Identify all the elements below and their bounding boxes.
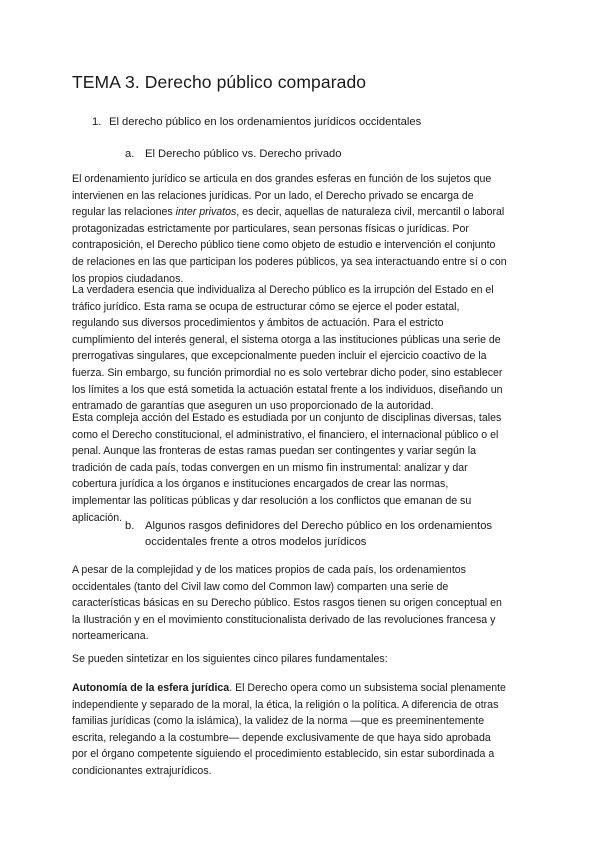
text-line: la Ilustración y en el movimiento constitucionalista derivado de las revoluciones francesa y (72, 613, 496, 626)
text-line: cobertura jurídica a los órganos e instituciones encargados de crear las normas, (72, 478, 449, 491)
text-line: características básicas en su Derecho público. Estos rasgos tienen su origen conceptual en (72, 597, 502, 610)
page-title: TEMA 3. Derecho público comparado (72, 72, 367, 92)
text-line: tráfico jurídico. Esta rama se ocupa de estructurar cómo se ejerce el poder estatal, (72, 300, 460, 313)
text-line: occidentales (tanto del Civil law como del Common law) comparten una serie de (72, 580, 449, 593)
text-line: Esta compleja acción del Estado es estudiada por un conjunto de disciplinas diversas, tales (72, 412, 502, 424)
text-line: familias jurídicas (como la islámica), la validez de la norma —que es preeminentemente (72, 715, 485, 728)
paragraph-4 (72, 562, 532, 645)
paragraph-2 (72, 282, 532, 415)
text-line: aplicación. (72, 511, 123, 524)
text-line: tradición de cada país, todas convergen en un mismo fin instrumental: analizar y dar (72, 461, 468, 474)
paragraph-1 (72, 171, 532, 287)
text-line: Se pueden sintetizar en los siguientes cinco pilares fundamentales: (72, 653, 388, 665)
text-line (72, 680, 532, 697)
latin-term: inter privatos (175, 206, 237, 219)
text-line: los propios ciudadanos. (72, 272, 184, 285)
section-number: 1. (92, 116, 102, 128)
text-line: protagonizadas estrictamente por particulares, sean personas físicas o jurídicas. Por (72, 222, 469, 235)
text-line: prerrogativas singulares, que excepcionalmente pueden incluir el ejercicio coactivo de la (72, 350, 487, 363)
text-line: los límites a los que está sometida la actuación estatal frente a los individuos, diseñando un (72, 383, 503, 396)
subsection-heading-a (125, 146, 525, 162)
subsection-label: El Derecho público vs. Derecho privado (145, 148, 342, 160)
text-line: El ordenamiento jurídico se articula en dos grandes esferas en función de los sujetos que (72, 173, 492, 185)
text-line: condicionantes extrajurídicos. (72, 764, 212, 777)
text-line: occidentales frente a otros modelos jurídicos (145, 536, 367, 548)
paragraph-5 (72, 651, 532, 668)
text-span: regular las relaciones (72, 206, 176, 219)
subsection-heading-b (125, 518, 525, 550)
paragraph-6 (72, 680, 532, 780)
text-line: La verdadera esencia que individualiza al Derecho público es la irrupción del Estado en el (72, 284, 494, 296)
section-label: El derecho público en los ordenamientos jurídicos occidentales (109, 116, 422, 128)
text-line: independiente y separado de la moral, la ética, la religión o la política. A diferencia de otras (72, 698, 499, 711)
subsection-letter: a. (125, 148, 135, 160)
text-line: regulando sus diversos procedimientos y ámbitos de actuación. Para el estricto (72, 317, 444, 330)
text-line: A pesar de la complejidad y de los matices propios de cada país, los ordenamientos (72, 564, 466, 576)
text-line: contraposición, el Derecho público tiene como objeto de estudio e intervención el conjunto (72, 239, 496, 252)
subsection-letter: b. (125, 520, 135, 532)
text-line: como el Derecho constitucional, el administrativo, el financiero, el internacional público o el (72, 428, 499, 441)
bold-heading: Autonomía de la esfera jurídica (72, 682, 230, 694)
text-line: de relaciones en las que participan los poderes públicos, ya sea interactuando entre sí o con (72, 255, 507, 268)
text-line: por el órgano competente siguiendo el procedimiento establecido, sin estar subordinada a (72, 748, 495, 761)
text-line: penal. Aunque las fronteras de estas ramas puedan ser contingentes y variar según la (72, 445, 476, 458)
paragraph-3 (72, 410, 532, 526)
text-line: cumplimiento del interés general, el sistema otorga a las instituciones públicas una serie de (72, 333, 501, 346)
section-heading-1 (92, 114, 421, 130)
subsection-label (145, 518, 525, 550)
text-span: . El Derecho opera como un subsistema social plenamente (229, 682, 506, 694)
text-line: entramado de garantías que aseguren un uso proporcionado de la autoridad. (72, 400, 434, 413)
text-line: norteamericana. (72, 630, 149, 643)
text-line: fuerza. Sin embargo, su función primordial no es solo vertebrar dicho poder, sino establecer (72, 366, 503, 379)
text-span: , es decir, aquellas de naturaleza civil, mercantil o laboral (236, 206, 505, 219)
text-line: Algunos rasgos definidores del Derecho público en los ordenamientos (145, 520, 493, 532)
text-line: implementar las políticas públicas y dar resolución a los conflictos que emanan de su (72, 494, 472, 507)
text-line: escrita, relegando a la costumbre— depende exclusivamente de que haya sido aprobada (72, 731, 491, 744)
text-line: intervienen en las relaciones jurídicas. Por un lado, el Derecho privado se encarga de (72, 189, 474, 202)
text-line (72, 204, 532, 221)
